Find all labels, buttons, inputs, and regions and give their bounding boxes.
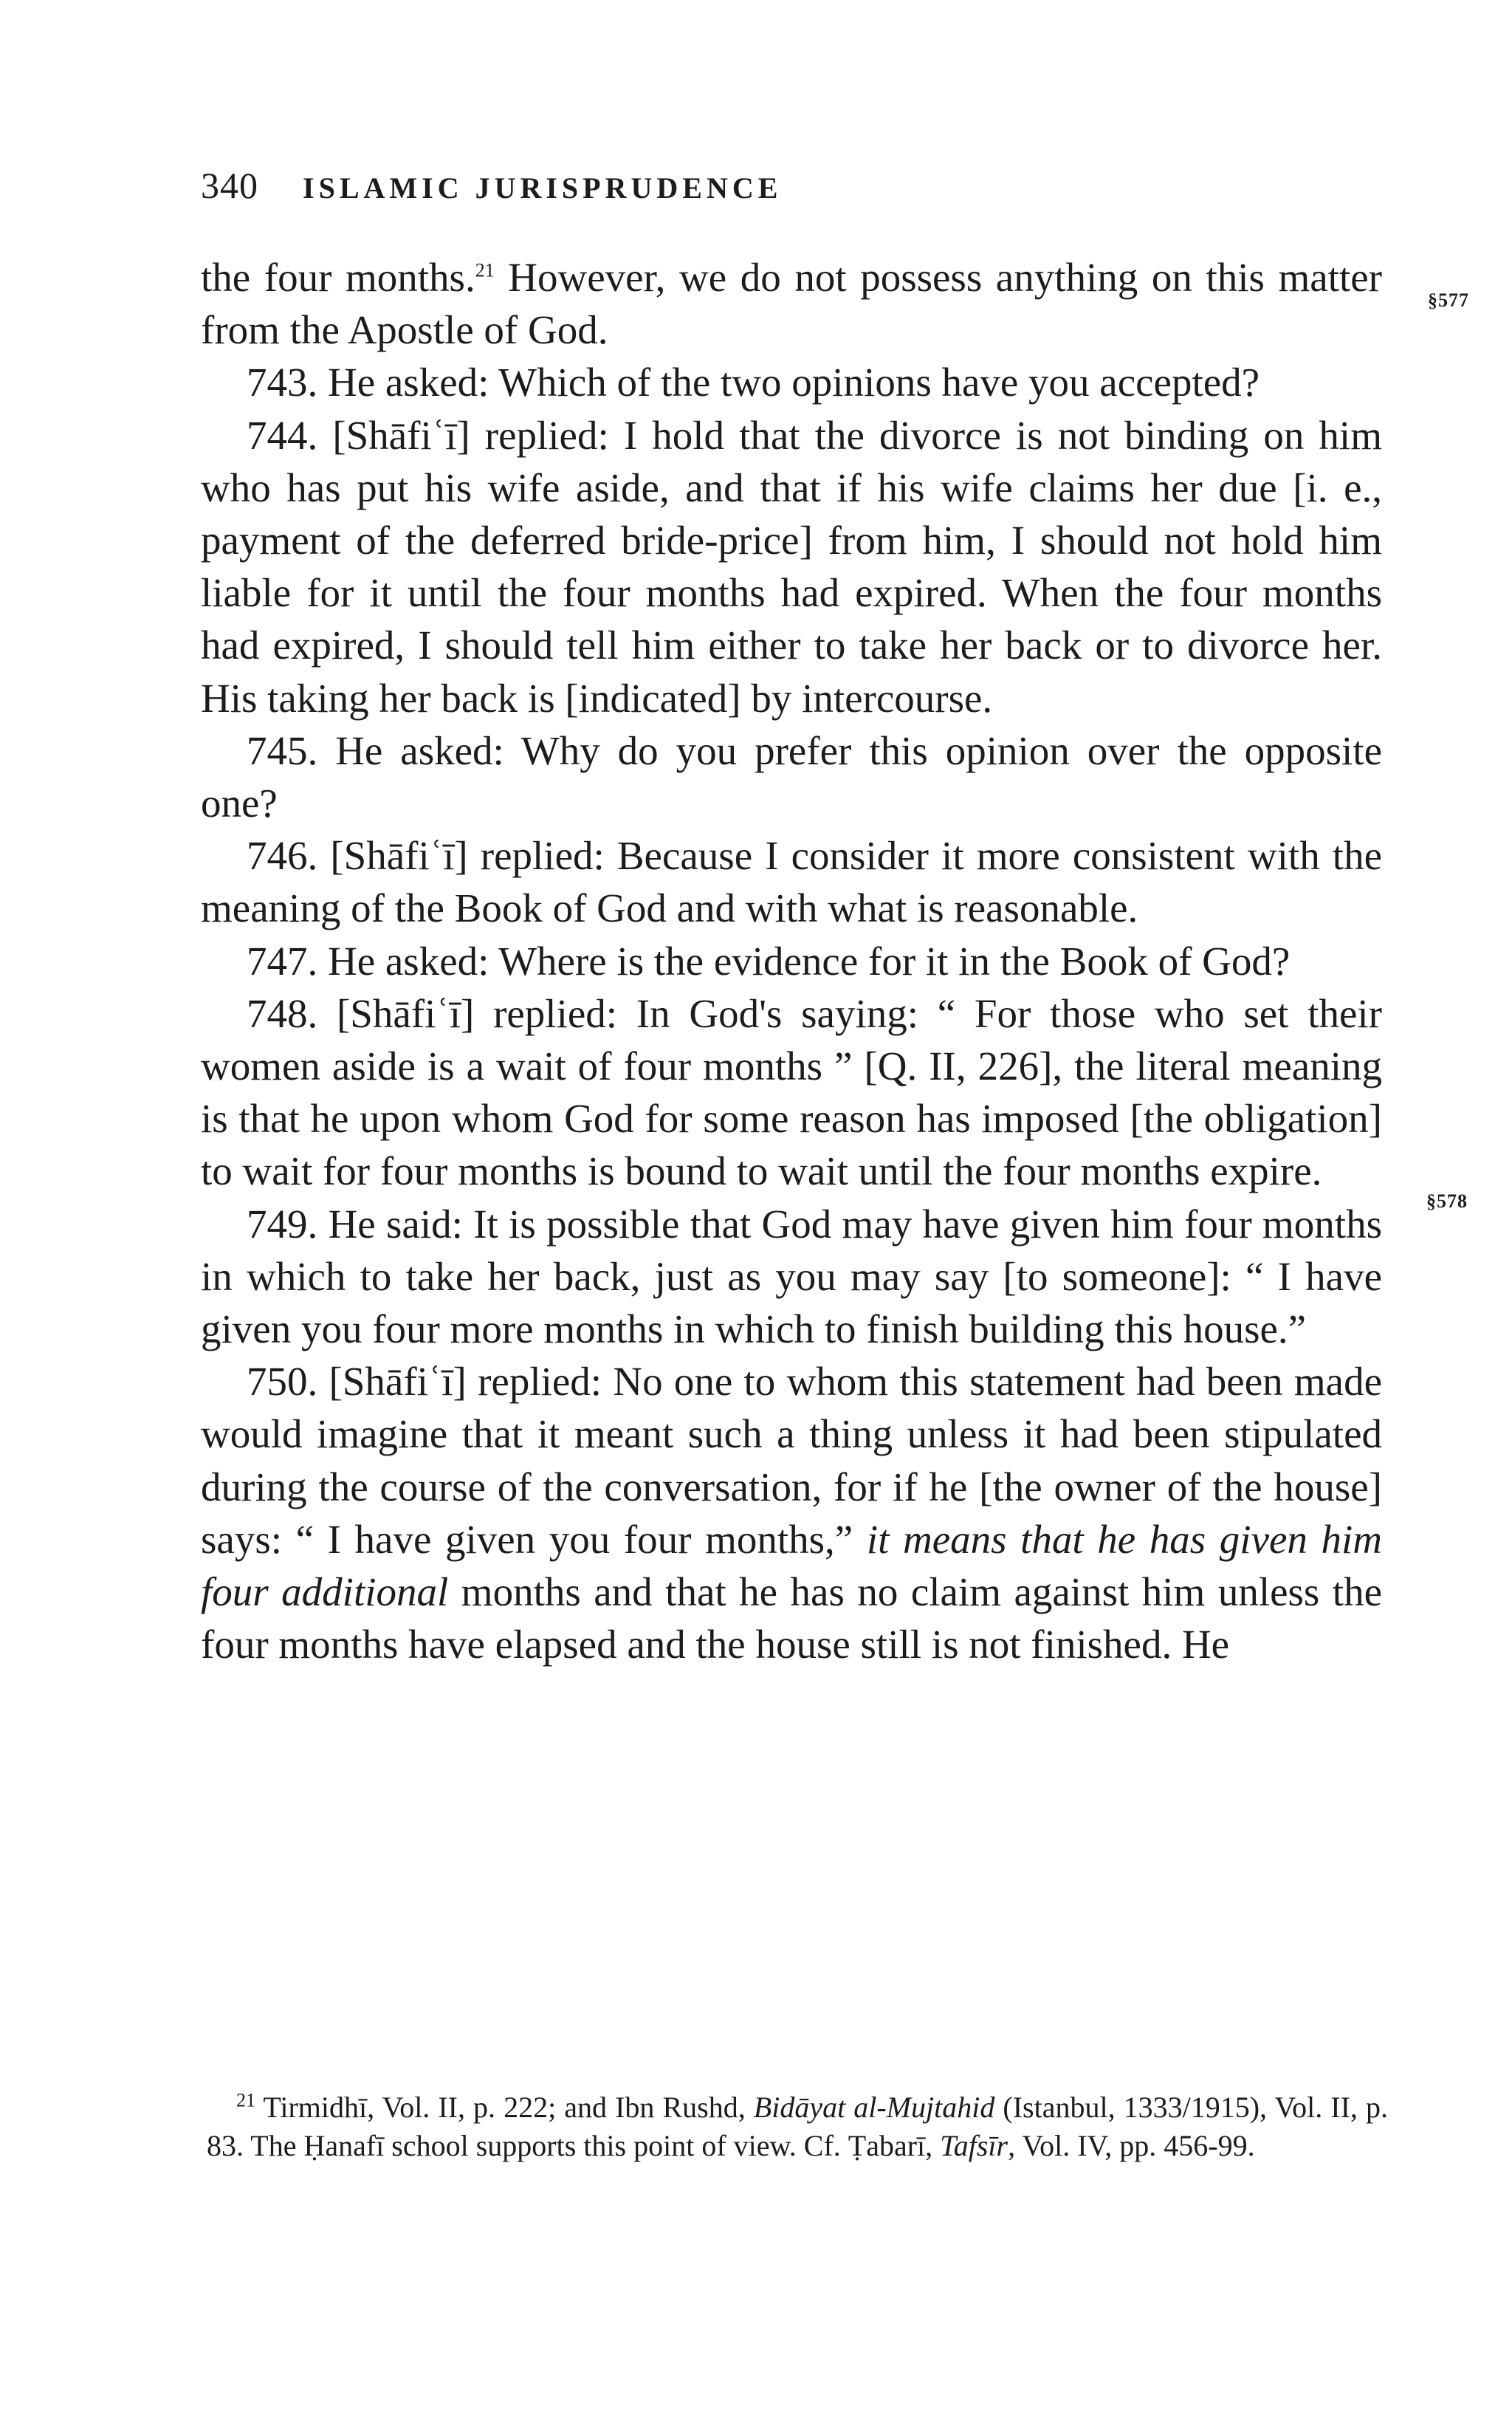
paragraph-743: 743. He asked: Which of the two opinions have you accepted? xyxy=(247,360,1260,405)
paragraph-746: 746. [Shāfiʿī] replied: Because I consider it more consistent with the meaning of the Book of God and with what is reasonable. xyxy=(201,833,1382,931)
footnote-book-title: Bidāyat al-Mujtahid xyxy=(753,2091,995,2124)
footnote-21 xyxy=(207,2088,1388,2165)
paragraph-749: 749. He said: It is possible that God may have given him four months in which to take her back, just as you may say [to someone]: “ I have given you four more months in which to finish building this house.” xyxy=(201,1201,1382,1352)
paragraph-text: months and that he has no claim against him unless the four months have elapsed and the house still is not finished. He xyxy=(201,1569,1382,1667)
paragraph-italic-text: it means that he has given him four additional xyxy=(201,1516,1382,1615)
paragraph-747: 747. He asked: Where is the evidence for it in the Book of God? xyxy=(247,938,1291,984)
paragraph-text: However, we do not possess anything on this matter from the Apostle of God. xyxy=(201,255,1382,353)
running-head xyxy=(201,164,782,207)
footnote-text: , Vol. IV, pp. 456-99. xyxy=(1008,2129,1255,2162)
footnotes xyxy=(207,2088,1388,2165)
footnote-reference: 21 xyxy=(475,259,495,281)
paragraph-742-continuation xyxy=(201,251,1382,356)
paragraph-text: 750. [Shāfiʿī] replied: No one to whom this statement had been made would imagine that it meant such a thing unless it had been stipulated during the course of the conversation, for if he [the owner of the house] says: “ I have given you four months,” xyxy=(201,1359,1382,1562)
running-title: ISLAMIC JURISPRUDENCE xyxy=(303,171,783,205)
paragraph-744: 744. [Shāfiʿī] replied: I hold that the divorce is not binding on him who has put his wife aside, and that if his wife claims her due [i. e., payment of the deferred bride-price] from him, I should not hold him liable for it until the four months had expired. When the four months had expired, I should tell him either to take her back or to divorce her. His taking her back is [indicated] by intercourse. xyxy=(201,412,1382,721)
paragraph-750 xyxy=(201,1355,1382,1670)
margin-section-note-577: §577 xyxy=(1428,289,1469,311)
paragraph-748: 748. [Shāfiʿī] replied: In God's saying: “ For those who set their women aside is a wait of four months ” [Q. II, 226], the literal meaning is that he upon whom God for some reason has imposed [the obligation] to wait for four months is bound to wait until the four months expire. xyxy=(201,990,1382,1194)
paragraph-745: 745. He asked: Why do you prefer this opinion over the opposite one? xyxy=(201,727,1382,826)
footnote-number: 21 xyxy=(236,2089,255,2111)
footnote-text: (Istanbul, 1333/1915), Vol. II, p. 83. The Ḥanafī school supports this point of view. Cf. Ṭabarī, xyxy=(207,2091,1388,2162)
footnote-text: Tirmidhī, Vol. II, p. 222; and Ibn Rushd, xyxy=(255,2091,754,2124)
footnote-book-title: Tafsīr xyxy=(940,2129,1008,2162)
body-text xyxy=(201,251,1382,1670)
page-number: 340 xyxy=(201,165,258,206)
paragraph-text: the four months. xyxy=(201,255,475,300)
margin-section-note-578: §578 xyxy=(1426,1190,1468,1212)
